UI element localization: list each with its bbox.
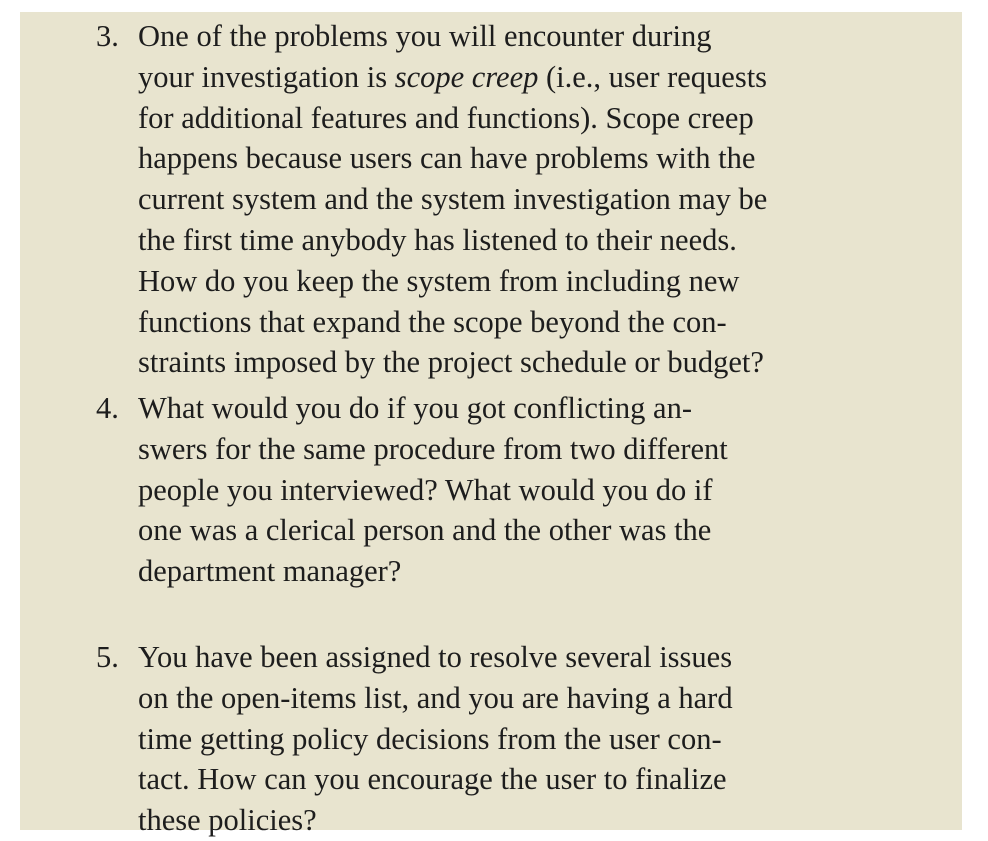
textbook-page (20, 12, 962, 838)
question-line: one was a clerical person and the other was the (138, 513, 712, 548)
emphasized-term: scope creep (394, 59, 539, 94)
question-line: happens because users can have problems with the (138, 141, 756, 176)
question-text-segment: your investigation is (138, 59, 395, 94)
question-line: these policies? (138, 803, 317, 838)
question-text (138, 16, 948, 383)
question-line: straints imposed by the project schedule or budget? (138, 345, 764, 380)
question-line: for additional features and functions). Scope creep (138, 100, 754, 135)
question-line: the first time anybody has listened to their needs. (138, 222, 737, 257)
question-line: swers for the same procedure from two different (138, 431, 728, 466)
question-line: time getting policy decisions from the user con- (138, 721, 722, 756)
question-line: You have been assigned to resolve several issues (138, 640, 733, 674)
question-line: How do you keep the system from including new (138, 263, 740, 298)
question-text-segment: (i.e., user requests (538, 59, 768, 94)
question-line: people you interviewed? What would you do if (138, 472, 713, 507)
question-number: 3. (96, 19, 119, 53)
question-line: What would you do if you got conflicting an- (138, 391, 692, 425)
question-text (138, 388, 948, 592)
question-number: 5. (96, 640, 119, 674)
question-line: department manager? (138, 554, 402, 589)
question-line: One of the problems you will encounter during (138, 19, 712, 53)
question-line: current system and the system investigation may be (138, 182, 768, 217)
question-number: 4. (96, 391, 119, 425)
question-line: on the open-items list, and you are having a hard (138, 680, 733, 715)
question-line: functions that expand the scope beyond the con- (138, 304, 727, 339)
question-line (138, 57, 948, 98)
question-text (138, 637, 948, 841)
question-line: tact. How can you encourage the user to finalize (138, 762, 727, 797)
